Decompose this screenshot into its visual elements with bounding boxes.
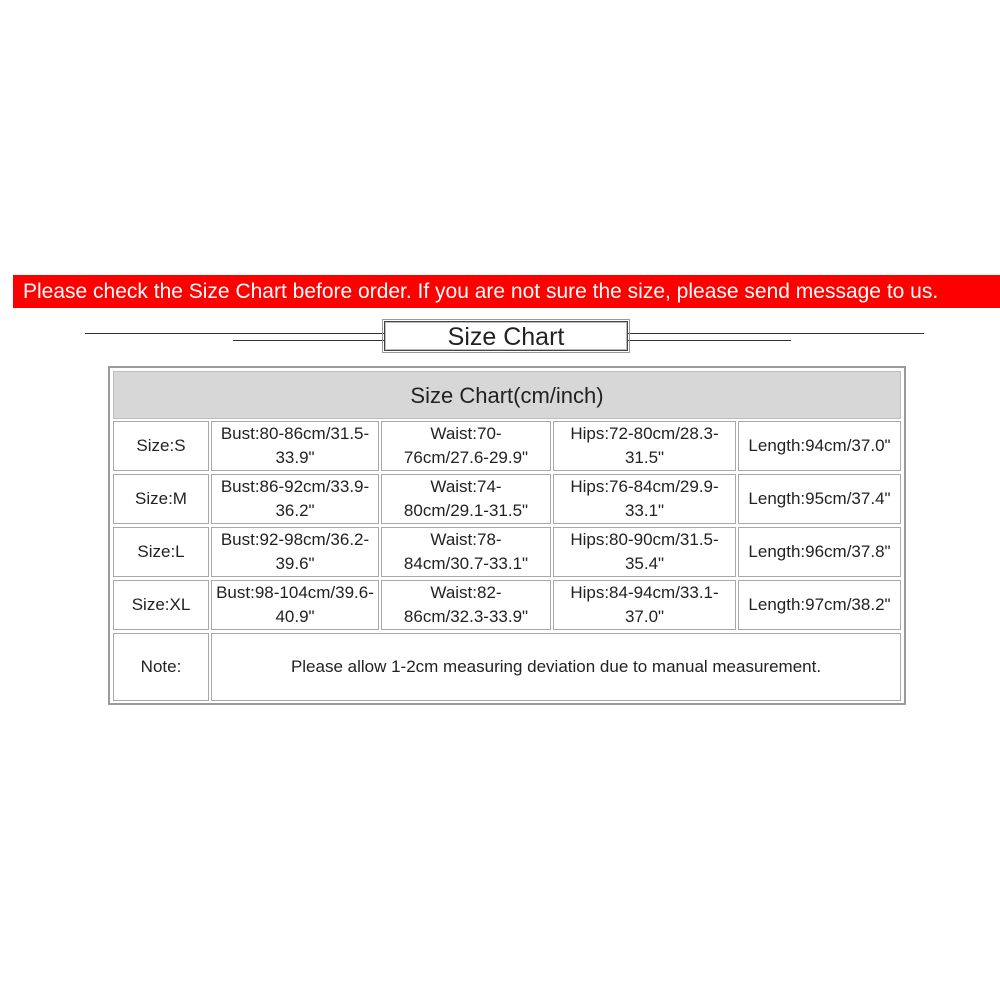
title-rule-right-long [628, 333, 924, 334]
hips-cell-l [553, 527, 736, 577]
length-cell-text: Length:96cm/37.8" [748, 542, 891, 561]
length-cell-l [738, 527, 901, 577]
length-cell-s [738, 421, 901, 471]
size-chart-table [108, 366, 906, 705]
waist-cell-text: Waist:78-84cm/30.7-33.1" [403, 530, 529, 573]
length-cell-text: Length:95cm/37.4" [748, 489, 891, 508]
length-cell-m [738, 474, 901, 524]
hips-cell-s [553, 421, 736, 471]
bust-cell-text: Bust:98-104cm/39.6-40.9" [216, 583, 374, 626]
waist-cell-text: Waist:82-86cm/32.3-33.9" [403, 583, 529, 626]
bust-cell-s [211, 421, 379, 471]
length-cell-text: Length:97cm/38.2" [748, 595, 891, 614]
bust-cell-l [211, 527, 379, 577]
waist-cell-m [381, 474, 551, 524]
bust-cell-xl [211, 580, 379, 630]
waist-cell-xl [381, 580, 551, 630]
hips-cell-text: Hips:76-84cm/29.9-33.1" [570, 477, 719, 520]
title-rule-right-short [628, 340, 791, 341]
size-cell-text: Size:S [136, 436, 186, 455]
length-cell-text: Length:94cm/37.0" [748, 436, 891, 455]
note-text: Please allow 1-2cm measuring deviation due to manual measurement. [290, 657, 822, 676]
title-rule-left-long [85, 333, 384, 334]
size-label-xl [113, 580, 209, 630]
size-cell-text: Size:XL [131, 595, 191, 614]
size-chart-title: Size Chart [384, 321, 628, 351]
hips-cell-text: Hips:84-94cm/33.1-37.0" [570, 583, 719, 626]
size-cell-text: Size:L [137, 542, 185, 561]
size-notice-banner: Please check the Size Chart before order. If you are not sure the size, please send message to us. [13, 275, 1000, 308]
bust-cell-text: Bust:86-92cm/33.9-36.2" [220, 477, 370, 520]
hips-cell-text: Hips:72-80cm/28.3-31.5" [570, 424, 719, 467]
note-text-cell [211, 633, 901, 701]
note-label-cell [113, 633, 209, 701]
size-label-m [113, 474, 209, 524]
waist-cell-text: Waist:70-76cm/27.6-29.9" [403, 424, 529, 467]
size-label-s [113, 421, 209, 471]
title-rule-left-short [233, 340, 384, 341]
size-label-l [113, 527, 209, 577]
bust-cell-text: Bust:92-98cm/36.2-39.6" [220, 530, 370, 573]
table-header: Size Chart(cm/inch) [113, 371, 901, 419]
note-label: Note: [140, 657, 182, 676]
length-cell-xl [738, 580, 901, 630]
waist-cell-text: Waist:74-80cm/29.1-31.5" [403, 477, 529, 520]
hips-cell-m [553, 474, 736, 524]
bust-cell-m [211, 474, 379, 524]
hips-cell-text: Hips:80-90cm/31.5-35.4" [570, 530, 719, 573]
waist-cell-l [381, 527, 551, 577]
hips-cell-xl [553, 580, 736, 630]
waist-cell-s [381, 421, 551, 471]
size-cell-text: Size:M [135, 489, 187, 508]
bust-cell-text: Bust:80-86cm/31.5-33.9" [220, 424, 370, 467]
